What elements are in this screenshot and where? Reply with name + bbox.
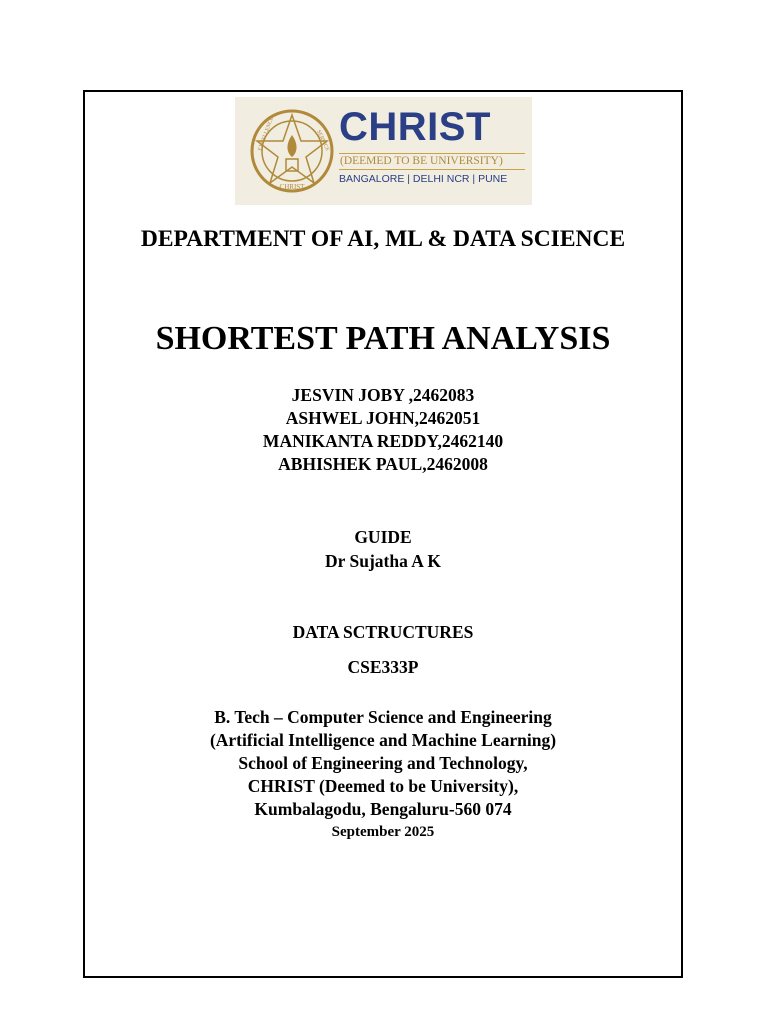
- university-seal-icon: [247, 101, 337, 201]
- program-line: School of Engineering and Technology,: [238, 753, 528, 773]
- program-line: Kumbalagodu, Bengaluru-560 074: [254, 799, 512, 819]
- seal-bottom-text: CHRIST: [279, 183, 305, 191]
- course-name: DATA SCTRUCTURES: [292, 622, 474, 642]
- author-line: JESVIN JOBY ,2462083: [291, 385, 475, 405]
- author-line: MANIKANTA REDDY,2462140: [262, 431, 504, 451]
- program-line: B. Tech – Computer Science and Engineering: [214, 707, 552, 727]
- logo-brand: CHRIST: [339, 105, 491, 149]
- course-code: CSE333P: [347, 657, 419, 677]
- logo-deemed: (DEEMED TO BE UNIVERSITY): [339, 153, 525, 170]
- author-line: ABHISHEK PAUL,2462008: [278, 454, 488, 474]
- author-list: [83, 384, 683, 476]
- submission-date: September 2025: [331, 824, 435, 840]
- guide-label: GUIDE: [354, 527, 412, 547]
- department-heading: DEPARTMENT OF AI, ML & DATA SCIENCE: [140, 226, 626, 252]
- program-details: [83, 706, 683, 821]
- university-logo: [235, 97, 532, 205]
- guide-name: Dr Sujatha A K: [325, 551, 441, 571]
- report-title: SHORTEST PATH ANALYSIS: [155, 320, 611, 357]
- seal-left-text: EXCELLENCE: [257, 116, 276, 152]
- program-line: (Artificial Intelligence and Machine Learning): [209, 730, 557, 750]
- seal-right-text: SERVICE: [315, 129, 331, 153]
- program-line: CHRIST (Deemed to be University),: [247, 776, 519, 796]
- author-line: ASHWEL JOHN,2462051: [285, 408, 481, 428]
- logo-wordmark: [339, 105, 525, 185]
- logo-cities: BANGALORE | DELHI NCR | PUNE: [339, 173, 508, 185]
